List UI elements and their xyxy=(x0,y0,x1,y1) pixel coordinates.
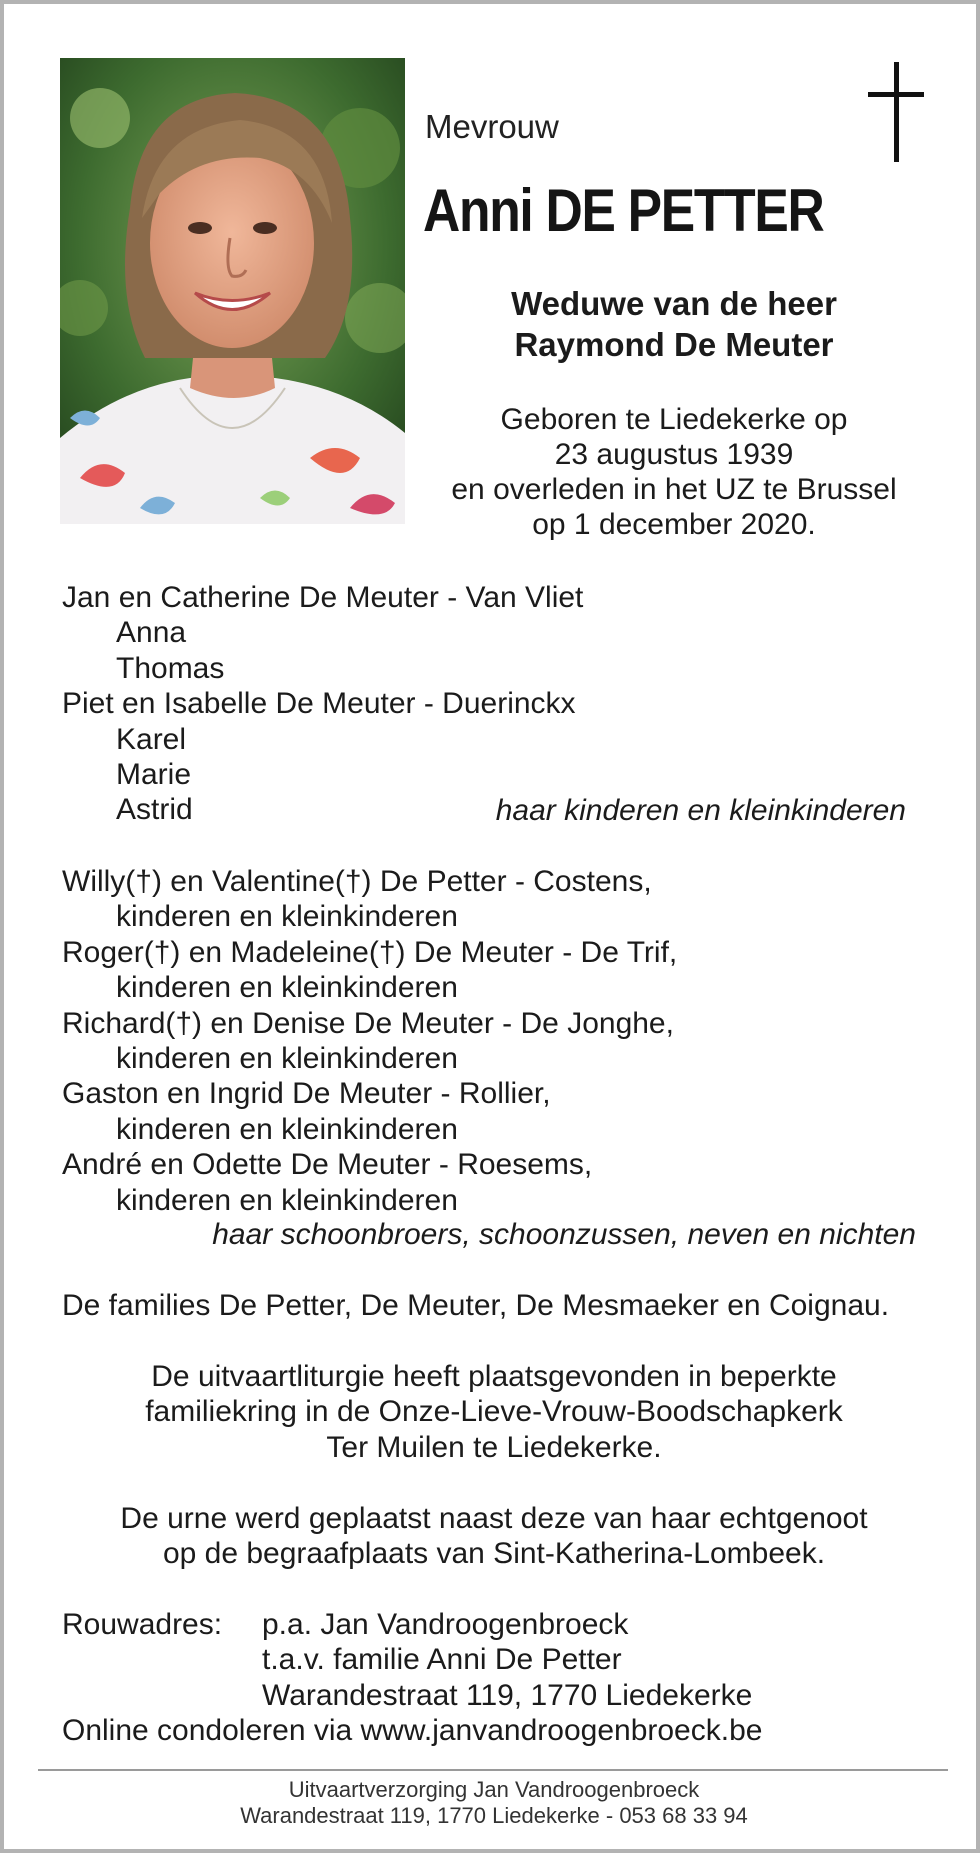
cross-icon xyxy=(866,62,926,162)
spouse-line-1: Weduwe van de heer xyxy=(511,285,837,322)
liturgy-line-3: Ter Muilen te Liedekerke. xyxy=(326,1430,662,1464)
inlaw-sub-line: kinderen en kleinkinderen xyxy=(116,1041,458,1075)
grandchild-line: Thomas xyxy=(116,651,225,685)
inlaw-line: Willy(†) en Valentine(†) De Petter - Costens, xyxy=(62,865,652,898)
dates-line-4: op 1 december 2020. xyxy=(532,508,816,541)
footer-line-1: Uitvaartverzorging Jan Vandroogenbroeck xyxy=(288,1777,700,1802)
address-line-2: t.a.v. familie Anni De Petter xyxy=(262,1643,622,1677)
online-condolence: Online condoleren via www.janvandroogenbroeck.be xyxy=(62,1714,763,1748)
inlaw-line: André en Odette De Meuter - Roesems, xyxy=(62,1148,593,1182)
inlaw-line: Gaston en Ingrid De Meuter - Rollier, xyxy=(62,1077,551,1111)
cross-horizontal-bar xyxy=(868,92,924,97)
inlaw-sub-line: kinderen en kleinkinderen xyxy=(116,971,458,1005)
families-line: De families De Petter, De Meuter, De Mesmaeker en Coignau. xyxy=(62,1289,890,1322)
address-row-1 xyxy=(62,1607,932,1642)
inlaw-line: Roger(†) en Madeleine(†) De Meuter - De Trif, xyxy=(62,935,678,969)
inlaw-sub-line: kinderen en kleinkinderen xyxy=(116,1183,458,1217)
dates-line-2: 23 augustus 1939 xyxy=(554,438,794,471)
spouse-info xyxy=(424,283,924,365)
mourning-address xyxy=(62,1607,932,1749)
liturgy-info xyxy=(44,1359,944,1465)
inlaws-note: haar schoonbroers, schoonzussen, neven en nichten xyxy=(212,1218,916,1251)
urn-info xyxy=(44,1501,944,1572)
footer xyxy=(44,1777,944,1829)
inlaws-list xyxy=(62,864,932,1218)
urn-line-1: De urne werd geplaatst naast deze van haar echtgenoot xyxy=(120,1502,868,1535)
urn-line-2: op de begraafplaats van Sint-Katherina-Lombeek. xyxy=(162,1537,826,1571)
liturgy-line-1: De uitvaartliturgie heeft plaatsgevonden in beperkte xyxy=(151,1360,837,1393)
footer-divider xyxy=(38,1769,948,1771)
children-line: Jan en Catherine De Meuter - Van Vliet xyxy=(62,581,584,614)
inlaw-sub-line: kinderen en kleinkinderen xyxy=(116,900,458,934)
address-label: Rouwadres: xyxy=(62,1608,223,1641)
address-row-2 xyxy=(62,1642,932,1677)
address-row-3 xyxy=(62,1678,932,1713)
salutation: Mevrouw xyxy=(425,108,559,145)
grandchild-line: Anna xyxy=(116,616,187,650)
address-line-1: p.a. Jan Vandroogenbroeck xyxy=(262,1608,629,1641)
spouse-line-2: Raymond De Meuter xyxy=(514,326,834,363)
address-line-3: Warandestraat 119, 1770 Liedekerke xyxy=(262,1678,753,1712)
cross-vertical-bar xyxy=(894,62,899,162)
footer-line-2: Warandestraat 119, 1770 Liedekerke - 053 68 33 94 xyxy=(240,1803,748,1828)
inlaw-sub-line: kinderen en kleinkinderen xyxy=(116,1112,458,1146)
children-note: haar kinderen en kleinkinderen xyxy=(495,794,906,827)
dates-line-1: Geboren te Liedekerke op xyxy=(500,403,848,436)
children-line: Piet en Isabelle De Meuter - Duerinckx xyxy=(62,687,576,721)
birth-death-info xyxy=(424,402,924,542)
liturgy-line-2: familiekring in de Onze-Lieve-Vrouw-Boodschapkerk xyxy=(145,1395,843,1429)
children-list xyxy=(62,580,932,828)
deceased-name: Anni DE PETTER xyxy=(423,177,824,244)
grandchild-line: Marie xyxy=(116,757,192,791)
inlaw-line: Richard(†) en Denise De Meuter - De Jonghe, xyxy=(62,1006,674,1040)
portrait-illustration xyxy=(60,58,405,524)
portrait-photo xyxy=(60,58,405,524)
grandchild-line: Astrid xyxy=(116,793,193,827)
grandchild-line: Karel xyxy=(116,722,187,756)
dates-line-3: en overleden in het UZ te Brussel xyxy=(451,473,897,506)
